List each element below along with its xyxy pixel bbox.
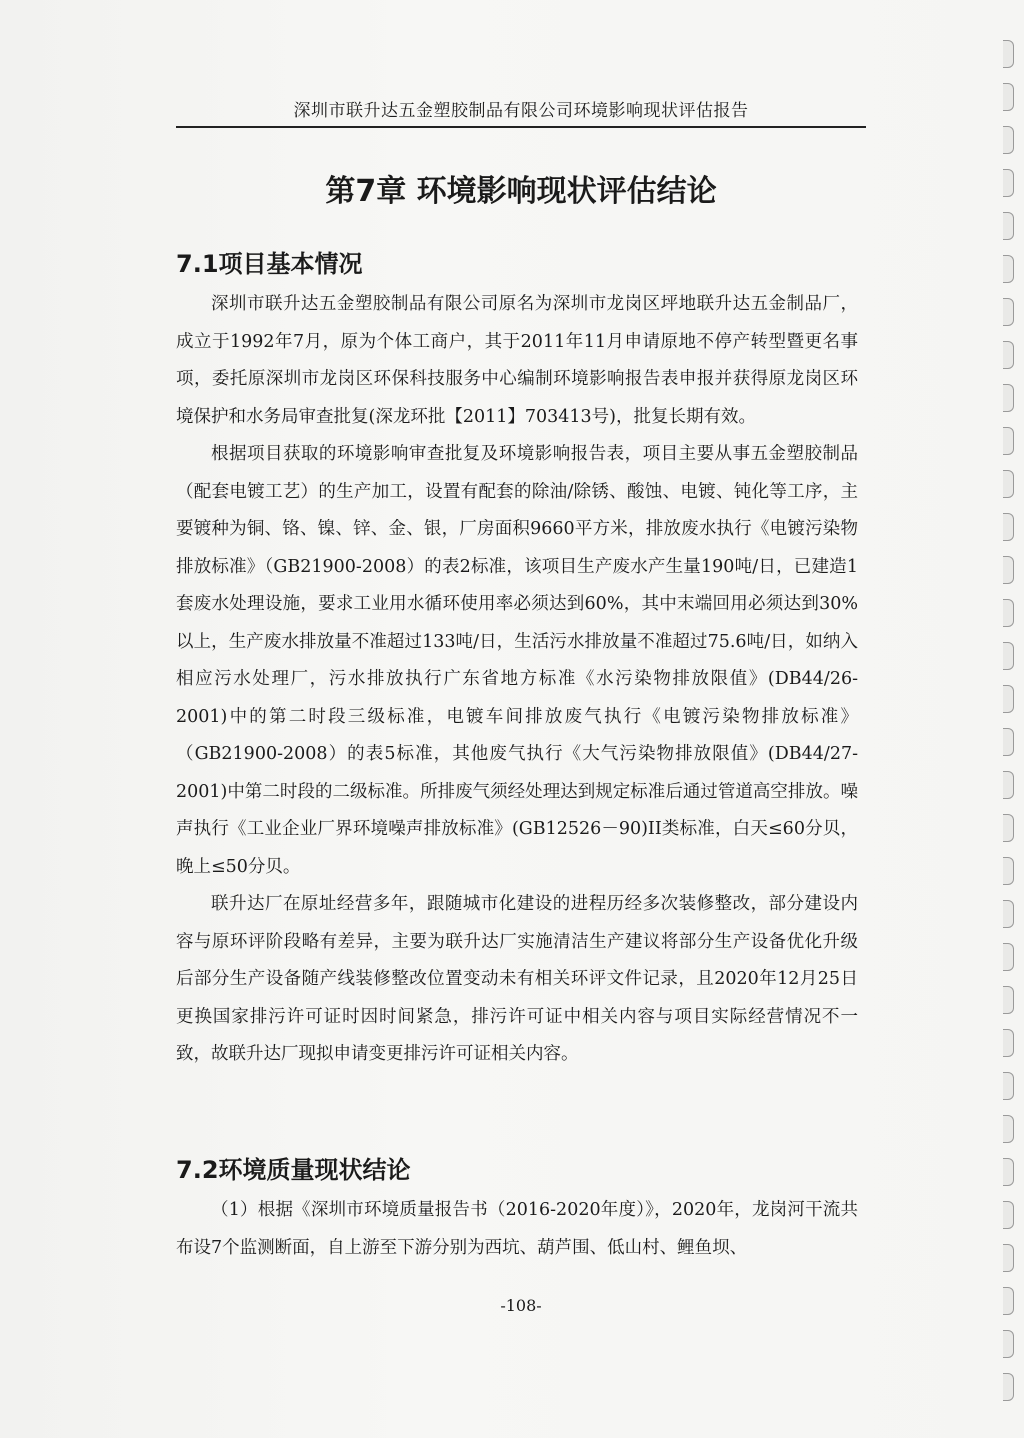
binding-hole xyxy=(1003,341,1014,369)
binding-hole xyxy=(1003,40,1014,68)
chapter-title: 第7章 环境影响现状评估结论 xyxy=(325,174,717,209)
binding-hole xyxy=(1003,255,1014,283)
paragraph: 根据项目获取的环境影响审查批复及环境影响报告表，项目主要从事五金塑胶制品（配套电镀工艺）的生产加工，设置有配套的除油/除锈、酸蚀、电镀、钝化等工序，主要镀种为铜、铬、镍、锌、金、银，厂房面积9660平方米，排放废水执行《电镀污染物排放标准》（GB21900-2008）的表2标准，该项目生产废水产生量190吨/日，已建造1套废水处理设施，要求工业用水循环使用率必须达到60%，其中末端回用必须达到30%以上，生产废水排放量不准超过133吨/日，生活污水排放量不准超过75.6吨/日，如纳入相应污水处理厂，污水排放执行广东省地方标准《水污染物排放限值》(DB44/26-2001)中的第二时段三级标准，电镀车间排放废气执行《电镀污染物排放标准》（GB21900-2008）的表5标准，其他废气执行《大气污染物排放限值》(DB44/27-2001)中第二时段的二级标准。所排废气须经处理达到规定标准后通过管道高空排放。噪声执行《工业企业厂界环境噪声排放标准》(GB12526－90)II类标准，白天≤60分贝，晚上≤50分贝。 xyxy=(176,444,858,877)
section-body-7-1 xyxy=(176,286,858,1074)
binding-hole xyxy=(1003,1029,1014,1057)
binding-hole xyxy=(1003,126,1014,154)
binding-hole xyxy=(1003,814,1014,842)
binding-hole xyxy=(1003,169,1014,197)
binding-hole xyxy=(1003,1115,1014,1143)
binding-hole xyxy=(1003,900,1014,928)
binding-holes xyxy=(994,40,1018,1420)
binding-hole xyxy=(1003,1287,1014,1315)
page-header: 深圳市联升达五金塑胶制品有限公司环境影响现状评估报告 xyxy=(293,101,749,121)
header-rule xyxy=(176,126,866,128)
binding-hole xyxy=(1003,1072,1014,1100)
binding-hole xyxy=(1003,728,1014,756)
binding-hole xyxy=(1003,1158,1014,1186)
binding-hole xyxy=(1003,1330,1014,1358)
binding-hole xyxy=(1003,1244,1014,1272)
binding-hole xyxy=(1003,384,1014,412)
paragraph: （1）根据《深圳市环境质量报告书（2016-2020年度）》，2020年，龙岗河干流共布设7个监测断面，自上游至下游分别为西坑、葫芦围、低山村、鲤鱼坝、 xyxy=(176,1200,858,1258)
binding-hole xyxy=(1003,298,1014,326)
section-heading-7-1: 7.1项目基本情况 xyxy=(176,250,363,278)
binding-hole xyxy=(1003,1201,1014,1229)
binding-hole xyxy=(1003,1373,1014,1401)
binding-hole xyxy=(1003,642,1014,670)
binding-hole xyxy=(1003,212,1014,240)
binding-hole xyxy=(1003,470,1014,498)
binding-hole xyxy=(1003,943,1014,971)
show-through-text xyxy=(210,140,840,158)
binding-hole xyxy=(1003,771,1014,799)
binding-hole xyxy=(1003,599,1014,627)
section-heading-7-2: 7.2环境质量现状结论 xyxy=(176,1156,411,1184)
section-body-7-2 xyxy=(176,1192,858,1267)
binding-hole xyxy=(1003,986,1014,1014)
paragraph: 联升达厂在原址经营多年，跟随城市化建设的进程历经多次装修整改，部分建设内容与原环评阶段略有差异，主要为联升达厂实施清洁生产建议将部分生产设备优化升级后部分生产设备随产线装修整改位置变动未有相关环评文件记录，且2020年12月25日更换国家排污许可证时因时间紧急，排污许可证中相关内容与项目实际经营情况不一致，故联升达厂现拟申请变更排污许可证相关内容。 xyxy=(176,894,858,1064)
binding-hole xyxy=(1003,857,1014,885)
binding-hole xyxy=(1003,556,1014,584)
binding-hole xyxy=(1003,83,1014,111)
paragraph: 深圳市联升达五金塑胶制品有限公司原名为深圳市龙岗区坪地联升达五金制品厂，成立于1992年7月，原为个体工商户，其于2011年11月申请原地不停产转型暨更名事项，委托原深圳市龙岗区环保科技服务中心编制环境影响报告表申报并获得原龙岗区环境保护和水务局审查批复(深龙环批【2011】703413号)，批复长期有效。 xyxy=(176,294,858,427)
binding-hole xyxy=(1003,427,1014,455)
binding-hole xyxy=(1003,513,1014,541)
binding-hole xyxy=(1003,685,1014,713)
page-number: -108- xyxy=(500,1296,542,1315)
